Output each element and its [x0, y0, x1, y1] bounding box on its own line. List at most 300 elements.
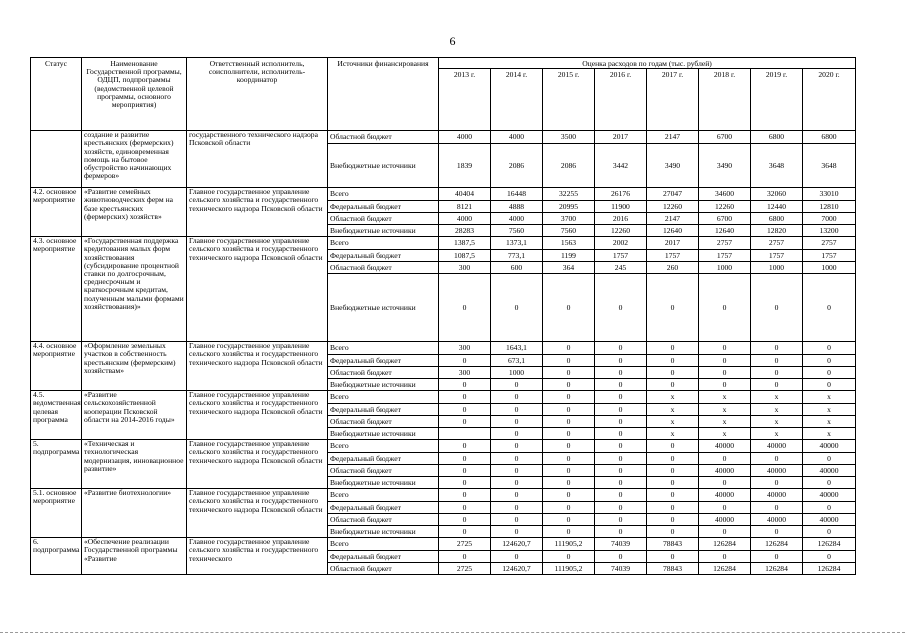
row-funding-source: Областной бюджет [328, 514, 439, 526]
row-value: 12440 [751, 201, 803, 213]
row-value: 0 [439, 465, 491, 477]
row-value: 2017 [595, 131, 647, 144]
row-value: 3648 [803, 144, 856, 188]
row-value: 0 [595, 404, 647, 416]
row-value: 245 [595, 262, 647, 274]
header-executor: Ответственный исполнитель, соисполнители, исполнитель-координатор [187, 58, 328, 131]
row-funding-source: Всего [328, 188, 439, 201]
row-value: 0 [751, 477, 803, 489]
row-funding-source: Внебюджетные источники [328, 225, 439, 237]
row-value: 0 [543, 502, 595, 514]
row-funding-source: Внебюджетные источники [328, 379, 439, 391]
row-value: 1757 [647, 250, 699, 262]
row-value: 40000 [699, 489, 751, 502]
row-value: 12640 [647, 225, 699, 237]
row-executor: Главное государственное управление сельского хозяйства и государственного технического надзора Псковской области [187, 489, 328, 538]
row-value: 300 [439, 342, 491, 355]
row-value: 600 [491, 262, 543, 274]
row-funding-source: Всего [328, 237, 439, 250]
header-year: 2015 г. [543, 69, 595, 131]
row-value: 0 [491, 465, 543, 477]
row-funding-source: Областной бюджет [328, 213, 439, 225]
row-status: 4.5. ведомственная целевая программа [31, 391, 82, 440]
row-value: 2002 [595, 237, 647, 250]
row-value: 1757 [803, 250, 856, 262]
header-year: 2020 г. [803, 69, 856, 131]
row-value: 0 [439, 489, 491, 502]
row-value: 40000 [751, 440, 803, 453]
row-value: 0 [647, 526, 699, 538]
row-value: 0 [439, 526, 491, 538]
row-value: 0 [803, 551, 856, 563]
table-row [31, 538, 856, 551]
row-value: 1000 [751, 262, 803, 274]
row-value: 0 [647, 342, 699, 355]
row-value [439, 428, 491, 440]
row-value: 0 [595, 274, 647, 342]
row-value: 0 [595, 465, 647, 477]
row-value: 2757 [699, 237, 751, 250]
budget-table [30, 57, 856, 575]
row-funding-source: Областной бюджет [328, 262, 439, 274]
row-status [31, 131, 82, 188]
row-value: 260 [647, 262, 699, 274]
row-funding-source: Внебюджетные источники [328, 428, 439, 440]
row-value: 0 [699, 367, 751, 379]
row-value: 111905,2 [543, 538, 595, 551]
row-value: х [699, 404, 751, 416]
row-value: 8121 [439, 201, 491, 213]
row-value: 1563 [543, 237, 595, 250]
row-value: 0 [491, 551, 543, 563]
row-value: 300 [439, 262, 491, 274]
row-executor: государственного технического надзора Псковской области [187, 131, 328, 188]
row-value: 0 [803, 453, 856, 465]
row-value: 0 [491, 379, 543, 391]
row-program-name: «Развитие биотехнологии» [82, 489, 187, 538]
table-row [31, 237, 856, 250]
row-funding-source: Внебюджетные источники [328, 526, 439, 538]
row-value: 0 [595, 489, 647, 502]
row-value: 0 [491, 514, 543, 526]
row-value: 300 [439, 367, 491, 379]
row-value: 0 [647, 502, 699, 514]
table-body [31, 131, 856, 575]
row-value: 2147 [647, 131, 699, 144]
row-value: 0 [439, 453, 491, 465]
header-year: 2017 г. [647, 69, 699, 131]
row-value: 0 [595, 367, 647, 379]
row-value: 0 [595, 428, 647, 440]
row-value: 0 [647, 551, 699, 563]
row-funding-source: Внебюджетные источники [328, 477, 439, 489]
row-value: 0 [543, 477, 595, 489]
row-value: 74039 [595, 538, 647, 551]
row-program-name: «Развитие семейных животноводческих ферм на базе крестьянских (фермерских) хозяйств» [82, 188, 187, 237]
row-value: 0 [543, 342, 595, 355]
row-value: 0 [543, 355, 595, 367]
row-value: 7560 [491, 225, 543, 237]
table-row [31, 391, 856, 404]
row-value: 11900 [595, 201, 647, 213]
row-value: 12260 [647, 201, 699, 213]
row-value: 0 [647, 477, 699, 489]
row-value: 78843 [647, 538, 699, 551]
row-value: 0 [439, 416, 491, 428]
row-value: 74039 [595, 563, 647, 575]
row-value: 0 [595, 514, 647, 526]
row-value: 124620,7 [491, 563, 543, 575]
row-status: 6. подпрограмма [31, 538, 82, 575]
row-value: 0 [491, 440, 543, 453]
row-value: 0 [595, 379, 647, 391]
row-value: 673,1 [491, 355, 543, 367]
row-value: 28283 [439, 225, 491, 237]
row-value: 0 [439, 391, 491, 404]
row-program-name: «Развитие сельскохозяйственной кооперации Псковской области на 2014-2016 годы» [82, 391, 187, 440]
row-value: 0 [803, 367, 856, 379]
row-value: 0 [595, 502, 647, 514]
row-value: 0 [647, 489, 699, 502]
row-value: 40000 [699, 440, 751, 453]
row-value: х [647, 391, 699, 404]
row-value: х [803, 391, 856, 404]
row-funding-source: Областной бюджет [328, 465, 439, 477]
row-value: 12260 [699, 201, 751, 213]
row-value: 0 [699, 526, 751, 538]
row-value: 78843 [647, 563, 699, 575]
row-value: 2725 [439, 538, 491, 551]
row-funding-source: Федеральный бюджет [328, 551, 439, 563]
row-value: х [699, 391, 751, 404]
row-value: 40000 [803, 514, 856, 526]
row-value: 0 [751, 355, 803, 367]
row-value: 0 [699, 274, 751, 342]
row-value: 0 [543, 551, 595, 563]
row-value: х [803, 428, 856, 440]
row-value: 1757 [699, 250, 751, 262]
table-row [31, 489, 856, 502]
row-value: 0 [699, 342, 751, 355]
row-value: 40000 [803, 440, 856, 453]
row-value: 0 [647, 440, 699, 453]
row-funding-source: Федеральный бюджет [328, 404, 439, 416]
row-value: 0 [595, 440, 647, 453]
row-value: 40000 [751, 514, 803, 526]
header-year: 2013 г. [439, 69, 491, 131]
row-value: 0 [647, 379, 699, 391]
row-value: 33010 [803, 188, 856, 201]
row-value: 12810 [803, 201, 856, 213]
row-funding-source: Областной бюджет [328, 563, 439, 575]
row-value: 0 [439, 440, 491, 453]
row-value: 0 [543, 428, 595, 440]
row-value: 0 [543, 453, 595, 465]
row-value: 0 [699, 502, 751, 514]
row-value: 0 [595, 526, 647, 538]
row-value: 3500 [543, 131, 595, 144]
row-value: 6700 [699, 131, 751, 144]
row-value: х [699, 428, 751, 440]
row-program-name: «Государственная поддержка кредитования малых форм хозяйствования (субсидирование процентной ставки по долгосрочным, среднесрочным и краткосрочным кредитам, полученным малыми формами хозяйствования)» [82, 237, 187, 342]
row-value: 0 [751, 502, 803, 514]
row-funding-source: Федеральный бюджет [328, 355, 439, 367]
row-value: 40000 [803, 489, 856, 502]
row-value: 20995 [543, 201, 595, 213]
row-value: х [751, 416, 803, 428]
row-value: 6800 [751, 213, 803, 225]
row-value: 2016 [595, 213, 647, 225]
row-value: 0 [647, 355, 699, 367]
header-name: Наименование Государственной программы, ОДЦП, подпрограммы (ведомственной целевой программы, основного мероприятия) [82, 58, 187, 131]
row-value: 13200 [803, 225, 856, 237]
row-value: 40000 [699, 465, 751, 477]
row-value: 3442 [595, 144, 647, 188]
row-value: 0 [439, 502, 491, 514]
header-estimate: Оценка расходов по годам (тыс. рублей) [439, 58, 856, 69]
row-value: 2757 [803, 237, 856, 250]
row-executor: Главное государственное управление сельского хозяйства и государственного технического надзора Псковской области [187, 237, 328, 342]
row-value: 4000 [491, 131, 543, 144]
row-funding-source: Областной бюджет [328, 131, 439, 144]
row-value: 0 [647, 274, 699, 342]
row-value: 0 [595, 551, 647, 563]
row-value: 0 [439, 274, 491, 342]
row-value: 0 [803, 526, 856, 538]
row-value: 0 [491, 477, 543, 489]
row-value: х [647, 428, 699, 440]
row-value: 126284 [803, 563, 856, 575]
row-value: 0 [647, 514, 699, 526]
row-value: 0 [491, 404, 543, 416]
row-value: 3648 [751, 144, 803, 188]
row-funding-source: Федеральный бюджет [328, 201, 439, 213]
row-value: 0 [751, 551, 803, 563]
page-number: 6 [449, 34, 456, 48]
row-value: 0 [491, 274, 543, 342]
row-executor: Главное государственное управление сельского хозяйства и государственного технического надзора Псковской области [187, 342, 328, 391]
row-value: 1000 [491, 367, 543, 379]
row-value: 0 [699, 379, 751, 391]
row-value: 1757 [595, 250, 647, 262]
row-value: 0 [439, 514, 491, 526]
row-value: 2725 [439, 563, 491, 575]
row-funding-source: Федеральный бюджет [328, 453, 439, 465]
row-value: 32255 [543, 188, 595, 201]
row-funding-source: Внебюджетные источники [328, 274, 439, 342]
page-bottom-edge [0, 632, 905, 633]
row-value: 0 [595, 355, 647, 367]
row-value: 1643,1 [491, 342, 543, 355]
row-value: 40000 [751, 465, 803, 477]
row-value: 0 [699, 453, 751, 465]
header-year: 2014 г. [491, 69, 543, 131]
row-program-name: «Обеспечение реализации Государственной программы «Развитие [82, 538, 187, 575]
row-value: 0 [543, 404, 595, 416]
row-value: 0 [751, 274, 803, 342]
row-value: 1000 [803, 262, 856, 274]
row-value: 7560 [543, 225, 595, 237]
row-value: 40404 [439, 188, 491, 201]
row-value: 7000 [803, 213, 856, 225]
row-value: 12260 [595, 225, 647, 237]
row-value: 1199 [543, 250, 595, 262]
table-row [31, 188, 856, 201]
row-value: 0 [543, 514, 595, 526]
row-value: 1087,5 [439, 250, 491, 262]
row-funding-source: Всего [328, 342, 439, 355]
row-value: 0 [595, 453, 647, 465]
row-executor: Главное государственное управление сельского хозяйства и государственного технического надзора Псковской области [187, 440, 328, 489]
row-status: 4.2. основное мероприятие [31, 188, 82, 237]
row-value: 6800 [751, 131, 803, 144]
row-value: 0 [439, 551, 491, 563]
row-value: 2147 [647, 213, 699, 225]
row-value: 0 [751, 453, 803, 465]
row-value: 111905,2 [543, 563, 595, 575]
row-value: 126284 [803, 538, 856, 551]
row-value: 0 [543, 416, 595, 428]
row-value: х [751, 404, 803, 416]
row-value: 126284 [699, 563, 751, 575]
row-value: 0 [751, 367, 803, 379]
table-row [31, 131, 856, 144]
row-value: 126284 [751, 538, 803, 551]
row-value: 0 [647, 453, 699, 465]
row-value: 40000 [751, 489, 803, 502]
row-value: 0 [439, 477, 491, 489]
row-value: 0 [491, 391, 543, 404]
row-value: 0 [595, 477, 647, 489]
row-value: 40000 [803, 465, 856, 477]
row-value: 0 [595, 342, 647, 355]
row-value: 3490 [699, 144, 751, 188]
row-value: 0 [595, 391, 647, 404]
row-value: 0 [439, 404, 491, 416]
header-year: 2019 г. [751, 69, 803, 131]
row-funding-source: Федеральный бюджет [328, 502, 439, 514]
row-funding-source: Всего [328, 391, 439, 404]
header-sources: Источники финансирования [328, 58, 439, 131]
row-value: 0 [543, 465, 595, 477]
row-executor: Главное государственное управление сельского хозяйства и государственного технического надзора Псковской области [187, 391, 328, 440]
row-value: 1373,1 [491, 237, 543, 250]
row-value: 0 [699, 551, 751, 563]
row-value: х [647, 404, 699, 416]
row-value: 2757 [751, 237, 803, 250]
row-value: 2086 [491, 144, 543, 188]
row-value: 4000 [439, 131, 491, 144]
row-program-name: «Оформление земельных участков в собственность крестьянским (фермерским) хозяйствам» [82, 342, 187, 391]
row-value: 773,1 [491, 250, 543, 262]
row-value: 0 [803, 342, 856, 355]
row-value: 0 [751, 526, 803, 538]
row-value: 12820 [751, 225, 803, 237]
row-value: 4000 [491, 213, 543, 225]
row-value: 0 [491, 502, 543, 514]
row-value: 4888 [491, 201, 543, 213]
header-year: 2016 г. [595, 69, 647, 131]
row-executor: Главное государственное управление сельского хозяйства и государственного технического надзора Псковской области [187, 188, 328, 237]
row-value: 0 [543, 489, 595, 502]
row-value: 0 [699, 477, 751, 489]
row-value: х [751, 428, 803, 440]
row-value: х [647, 416, 699, 428]
row-funding-source: Всего [328, 538, 439, 551]
row-value: 0 [595, 416, 647, 428]
table-row [31, 342, 856, 355]
row-value: 32060 [751, 188, 803, 201]
header-status: Статус [31, 58, 82, 131]
row-value: 0 [543, 274, 595, 342]
table-row [31, 440, 856, 453]
row-value: 0 [439, 379, 491, 391]
row-value: 1387,5 [439, 237, 491, 250]
row-value: 0 [751, 342, 803, 355]
row-funding-source: Областной бюджет [328, 416, 439, 428]
row-value: 2086 [543, 144, 595, 188]
row-value: 4000 [439, 213, 491, 225]
row-funding-source: Внебюджетные источники [328, 144, 439, 188]
row-value: 124620,7 [491, 538, 543, 551]
row-status: 4.4. основное мероприятие [31, 342, 82, 391]
row-value: 2017 [647, 237, 699, 250]
row-status: 5.1. основное мероприятие [31, 489, 82, 538]
row-value: 0 [751, 379, 803, 391]
row-value: х [803, 404, 856, 416]
row-program-name: создание и развитие крестьянских (фермерских) хозяйств, единовременная помощь на бытовое обустройство начинающих фермеров» [82, 131, 187, 188]
row-value: 126284 [751, 563, 803, 575]
row-value: 3700 [543, 213, 595, 225]
row-value: 0 [803, 355, 856, 367]
row-status: 4.3. основное мероприятие [31, 237, 82, 342]
row-value: 6800 [803, 131, 856, 144]
row-value: 0 [803, 379, 856, 391]
row-value: 0 [647, 367, 699, 379]
row-value: 0 [491, 428, 543, 440]
row-value: 6700 [699, 213, 751, 225]
row-funding-source: Всего [328, 489, 439, 502]
row-value: 12640 [699, 225, 751, 237]
row-value: 0 [803, 502, 856, 514]
row-value: 0 [803, 477, 856, 489]
row-executor: Главное государственное управление сельского хозяйства и государственного технического [187, 538, 328, 575]
row-value: 0 [803, 274, 856, 342]
row-value: 0 [491, 526, 543, 538]
row-status: 5. подпрограмма [31, 440, 82, 489]
row-value: 26176 [595, 188, 647, 201]
row-value: 3490 [647, 144, 699, 188]
row-program-name: «Техническая и технологическая модернизация, инновационное развитие» [82, 440, 187, 489]
row-value: 0 [439, 355, 491, 367]
row-value: 0 [647, 465, 699, 477]
row-value: 0 [699, 355, 751, 367]
header-year: 2018 г. [699, 69, 751, 131]
row-value: 0 [543, 367, 595, 379]
row-value: 1000 [699, 262, 751, 274]
row-value: 0 [543, 391, 595, 404]
row-value: 40000 [699, 514, 751, 526]
row-funding-source: Всего [328, 440, 439, 453]
row-funding-source: Областной бюджет [328, 367, 439, 379]
row-funding-source: Федеральный бюджет [328, 250, 439, 262]
row-value: 1839 [439, 144, 491, 188]
row-value: 0 [543, 379, 595, 391]
row-value: 1757 [751, 250, 803, 262]
row-value: 34600 [699, 188, 751, 201]
row-value: 16448 [491, 188, 543, 201]
row-value: х [751, 391, 803, 404]
